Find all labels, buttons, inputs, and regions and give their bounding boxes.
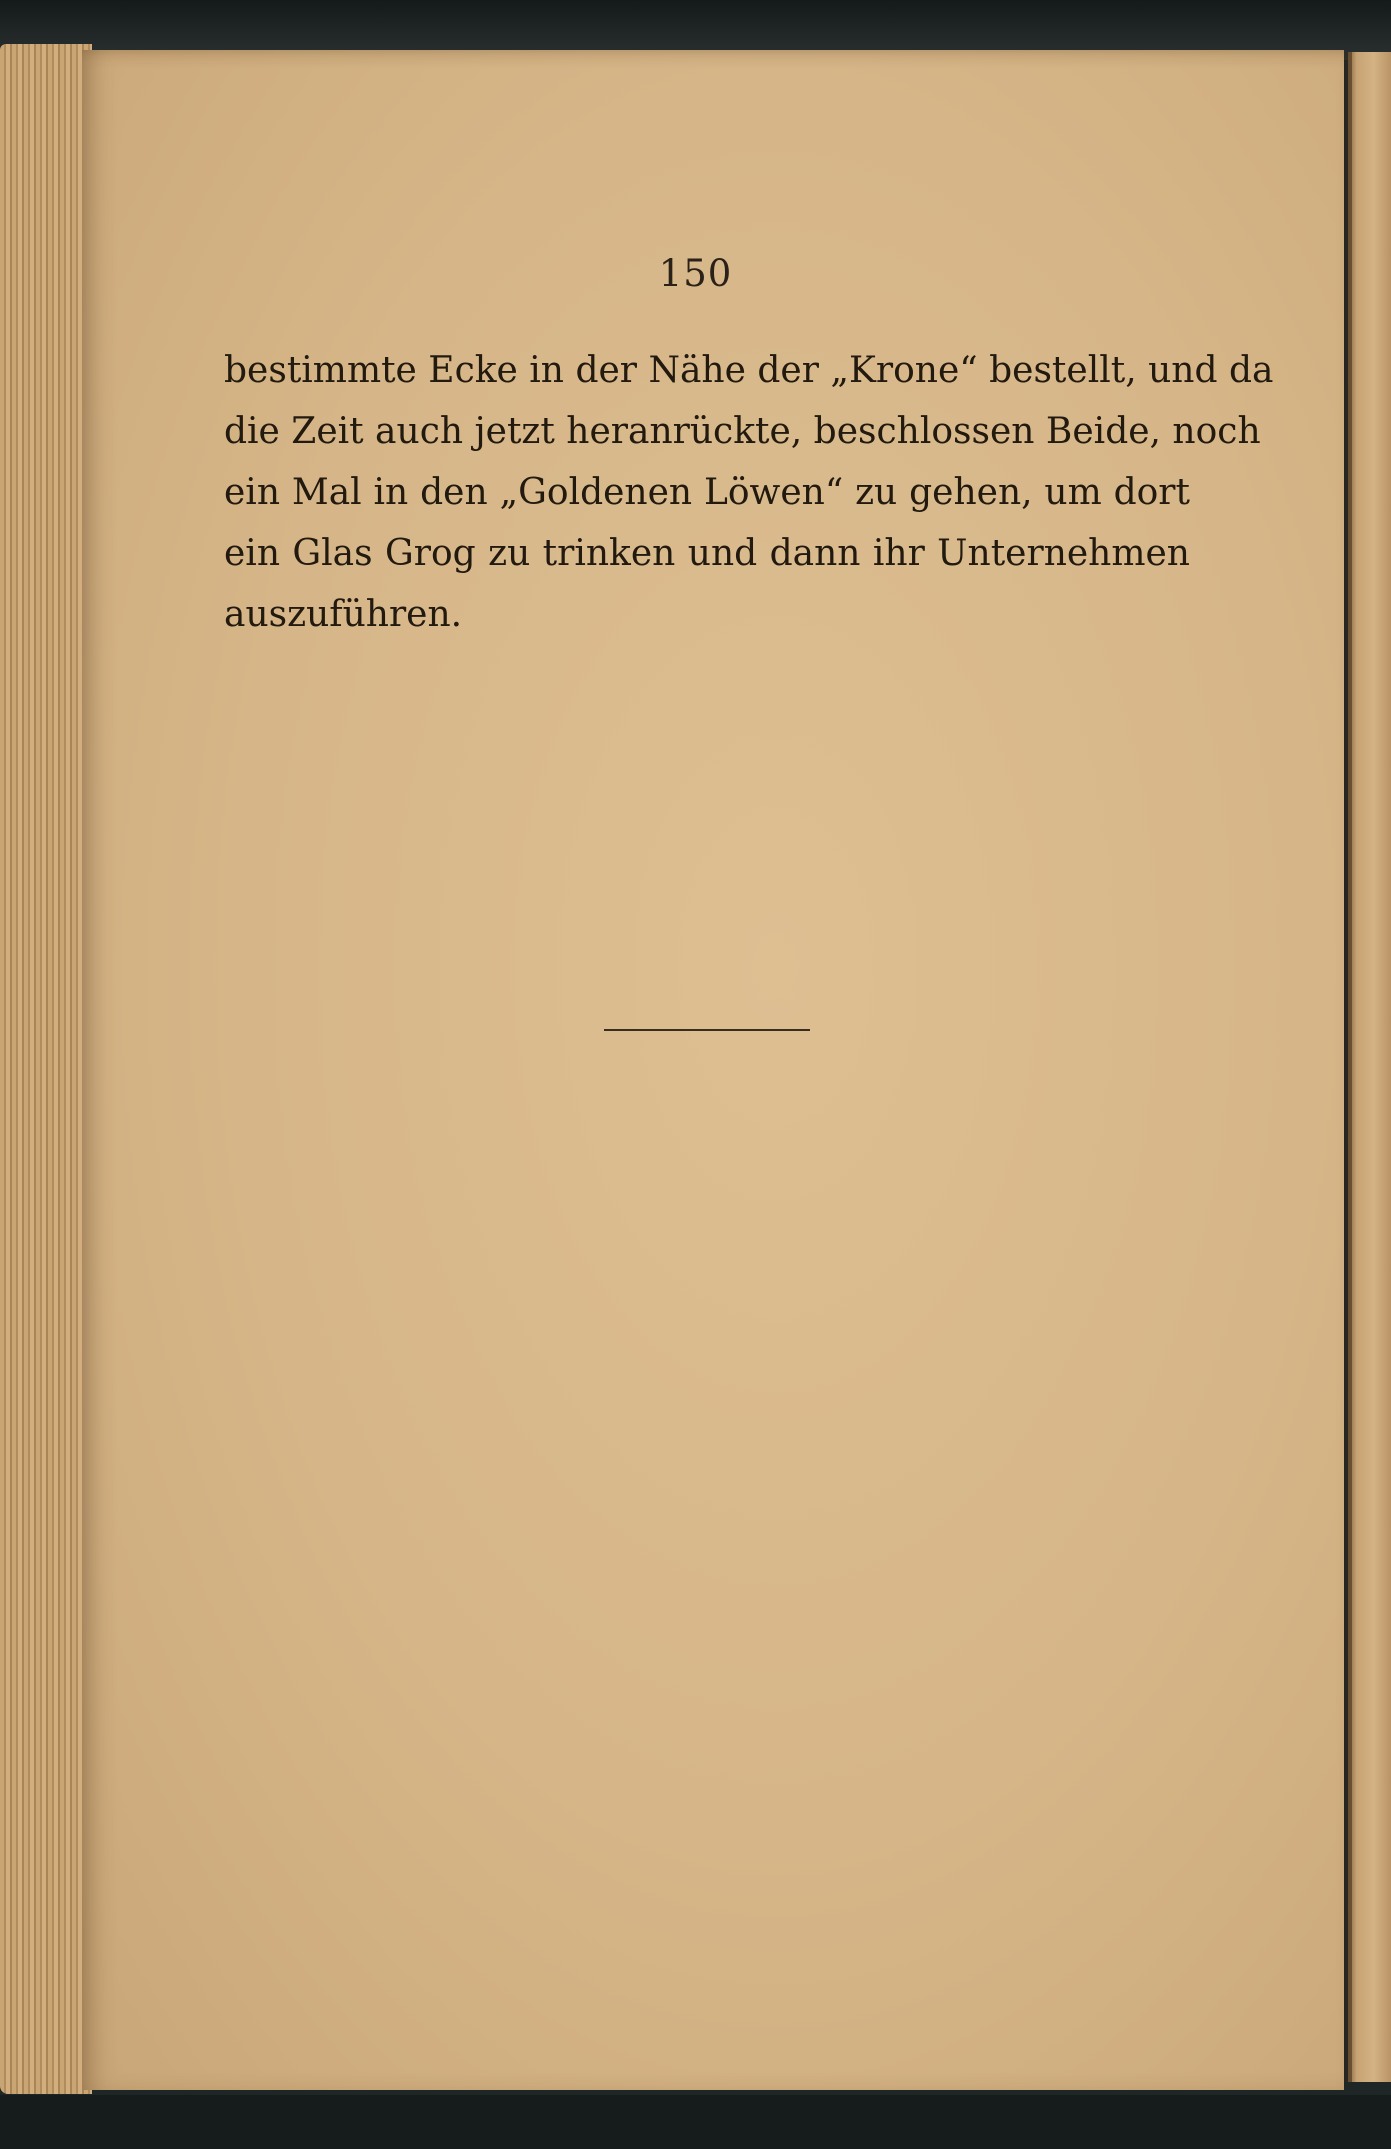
scan-backdrop-bottom	[0, 2095, 1391, 2149]
text-line: auszuführen.	[224, 594, 463, 635]
section-end-rule	[604, 1029, 810, 1031]
page-number: 150	[658, 252, 733, 295]
facing-page-edge	[1348, 52, 1391, 2082]
text-line: bestimmte Ecke in der Nähe der „Krone“ bestellt, und da	[224, 350, 1274, 391]
text-line: ein Glas Grog zu trinken und dann ihr Unternehmen	[224, 533, 1190, 574]
text-line: die Zeit auch jetzt heranrückte, beschlossen Beide, noch	[224, 411, 1261, 452]
stacked-page-edges	[0, 44, 92, 2094]
text-line: ein Mal in den „Goldenen Löwen“ zu gehen, um dort	[224, 472, 1190, 513]
body-text	[224, 340, 1274, 645]
